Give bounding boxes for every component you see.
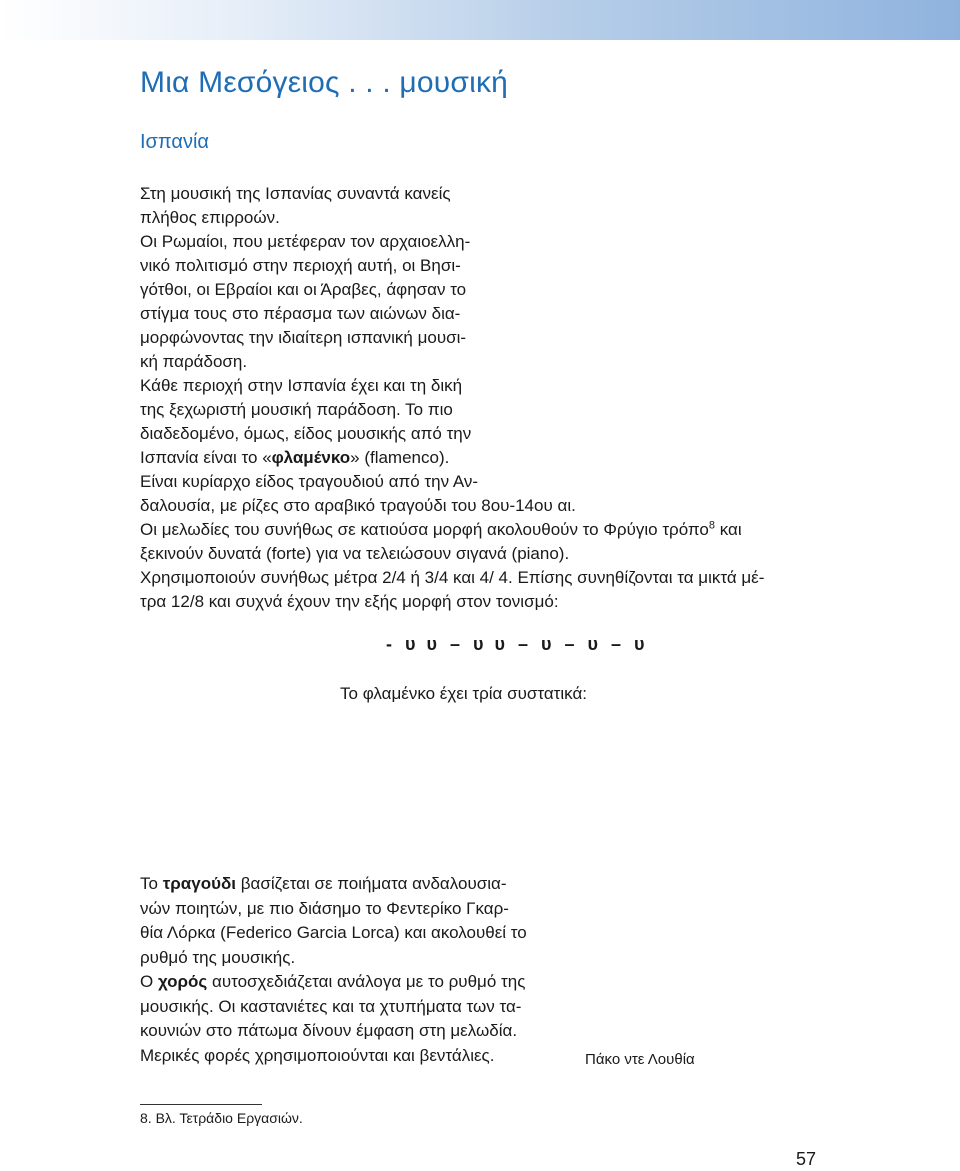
text-segment: Οι μελωδίες του συνήθως σε κατιούσα μορφή ακολουθούν το Φρύγιο τρόπο xyxy=(140,520,709,539)
footnote: 8. Βλ. Τετράδιο Εργασιών. xyxy=(140,1110,303,1126)
text-line: τρα 12/8 και συχνά έχουν την εξής μορφή στον τονισμό: xyxy=(140,592,559,611)
meter-symbol: – xyxy=(449,634,463,654)
text-line: Μερικές φορές χρησιμοποιούνται και βεντάλιες. xyxy=(140,1045,495,1065)
page-title: Μια Μεσόγειος . . . μουσική xyxy=(140,66,509,99)
song-bold: τραγούδι xyxy=(162,874,237,893)
footnote-divider xyxy=(140,1104,262,1105)
text-line: μορφώνοντας την ιδιαίτερη ισπανική μουσι- xyxy=(140,328,467,347)
meter-symbol: υ υ xyxy=(472,634,508,654)
text-segment: αυτοσχεδιάζεται ανάλογα με το ρυθμό της xyxy=(207,972,526,991)
text-line xyxy=(140,446,520,470)
meter-symbol: – xyxy=(564,634,578,654)
text-segment: » (flamenco). xyxy=(350,448,450,467)
text-line: Κάθε περιοχή στην Ισπανία έχει και τη δική xyxy=(140,376,463,395)
bottom-text-block xyxy=(140,872,560,1068)
text-line: δαλουσία, με ρίζες στο αραβικό τραγούδι του 8ου-14ου αι. xyxy=(140,496,576,515)
text-line: Στη μουσική της Ισπανίας συναντά κανείς xyxy=(140,184,451,203)
text-line: της ξεχωριστή μουσική παράδοση. Το πιο xyxy=(140,400,453,419)
meter-symbol: υ xyxy=(540,634,555,654)
text-line: στίγμα τους στο πέρασμα των αιώνων δια- xyxy=(140,304,461,323)
text-line: Οι Ρωμαίοι, που μετέφεραν τον αρχαιοελλη- xyxy=(140,232,471,251)
meter-symbol: υ xyxy=(633,634,648,654)
meter-symbol: υ xyxy=(587,634,601,654)
text-line: γότθοι, οι Εβραίοι και οι Άραβες, άφησαν το xyxy=(140,280,467,299)
text-line: νικό πολιτισμό στην περιοχή αυτή, οι Βησι- xyxy=(140,256,461,275)
text-line: μουσικής. Οι καστανιέτες και τα χτυπήματα των τα- xyxy=(140,996,522,1016)
song-paragraph xyxy=(140,872,560,970)
meter-pattern xyxy=(386,634,657,655)
text-line: κή παράδοση. xyxy=(140,352,248,371)
melody-paragraph xyxy=(140,518,840,614)
text-line: θία Λόρκα (Federico Garcia Lorca) και ακολουθεί το xyxy=(140,923,527,942)
components-intro: Το φλαμένκο έχει τρία συστατικά: xyxy=(340,684,588,703)
text-line: διαδεδομένο, όμως, είδος μουσικής από την xyxy=(140,424,472,443)
header-gradient-bar xyxy=(0,0,960,40)
intro-paragraph xyxy=(140,182,576,518)
text-segment: Ισπανία είναι το « xyxy=(140,448,272,467)
footnote-marker: 8 xyxy=(708,519,715,532)
text-line: Είναι κυρίαρχο είδος τραγουδιού από την Αν- xyxy=(140,472,479,491)
meter-symbol: υ υ xyxy=(405,634,440,654)
text-segment: Ο xyxy=(140,972,158,991)
page-number: 57 xyxy=(796,1149,817,1169)
flamenco-bold: φλαμένκο xyxy=(271,448,351,467)
text-segment: βασίζεται σε ποιήματα ανδαλουσια- xyxy=(236,874,507,893)
text-line: κουνιών στο πάτωμα δίνουν έμφαση στη μελωδία. xyxy=(140,1021,518,1040)
text-line: νών ποιητών, με πιο διάσημο το Φεντερίκο Γκαρ- xyxy=(140,898,509,918)
meter-symbol: – xyxy=(517,634,531,654)
text-line: Χρησιμοποιούν συνήθως μέτρα 2/4 ή 3/4 και 4/ 4. Επίσης συνηθίζονται τα μικτά μέ- xyxy=(140,568,765,587)
dance-bold: χορός xyxy=(157,972,208,991)
meter-symbol: - xyxy=(386,634,395,654)
meter-symbol: – xyxy=(610,634,624,654)
text-line: ξεκινούν δυνατά (forte) για να τελειώσουν σιγανά (piano). xyxy=(140,544,570,563)
section-subtitle: Ισπανία xyxy=(140,131,209,153)
text-segment: και xyxy=(715,520,742,539)
text-line: πλήθος επιρροών. xyxy=(140,208,280,227)
photo-caption: Πάκο ντε Λουθία xyxy=(585,1051,695,1068)
text-line xyxy=(140,518,840,542)
text-line: ρυθμό της μουσικής. xyxy=(140,947,296,967)
text-segment: Το xyxy=(140,874,163,893)
dance-paragraph xyxy=(140,970,560,1068)
